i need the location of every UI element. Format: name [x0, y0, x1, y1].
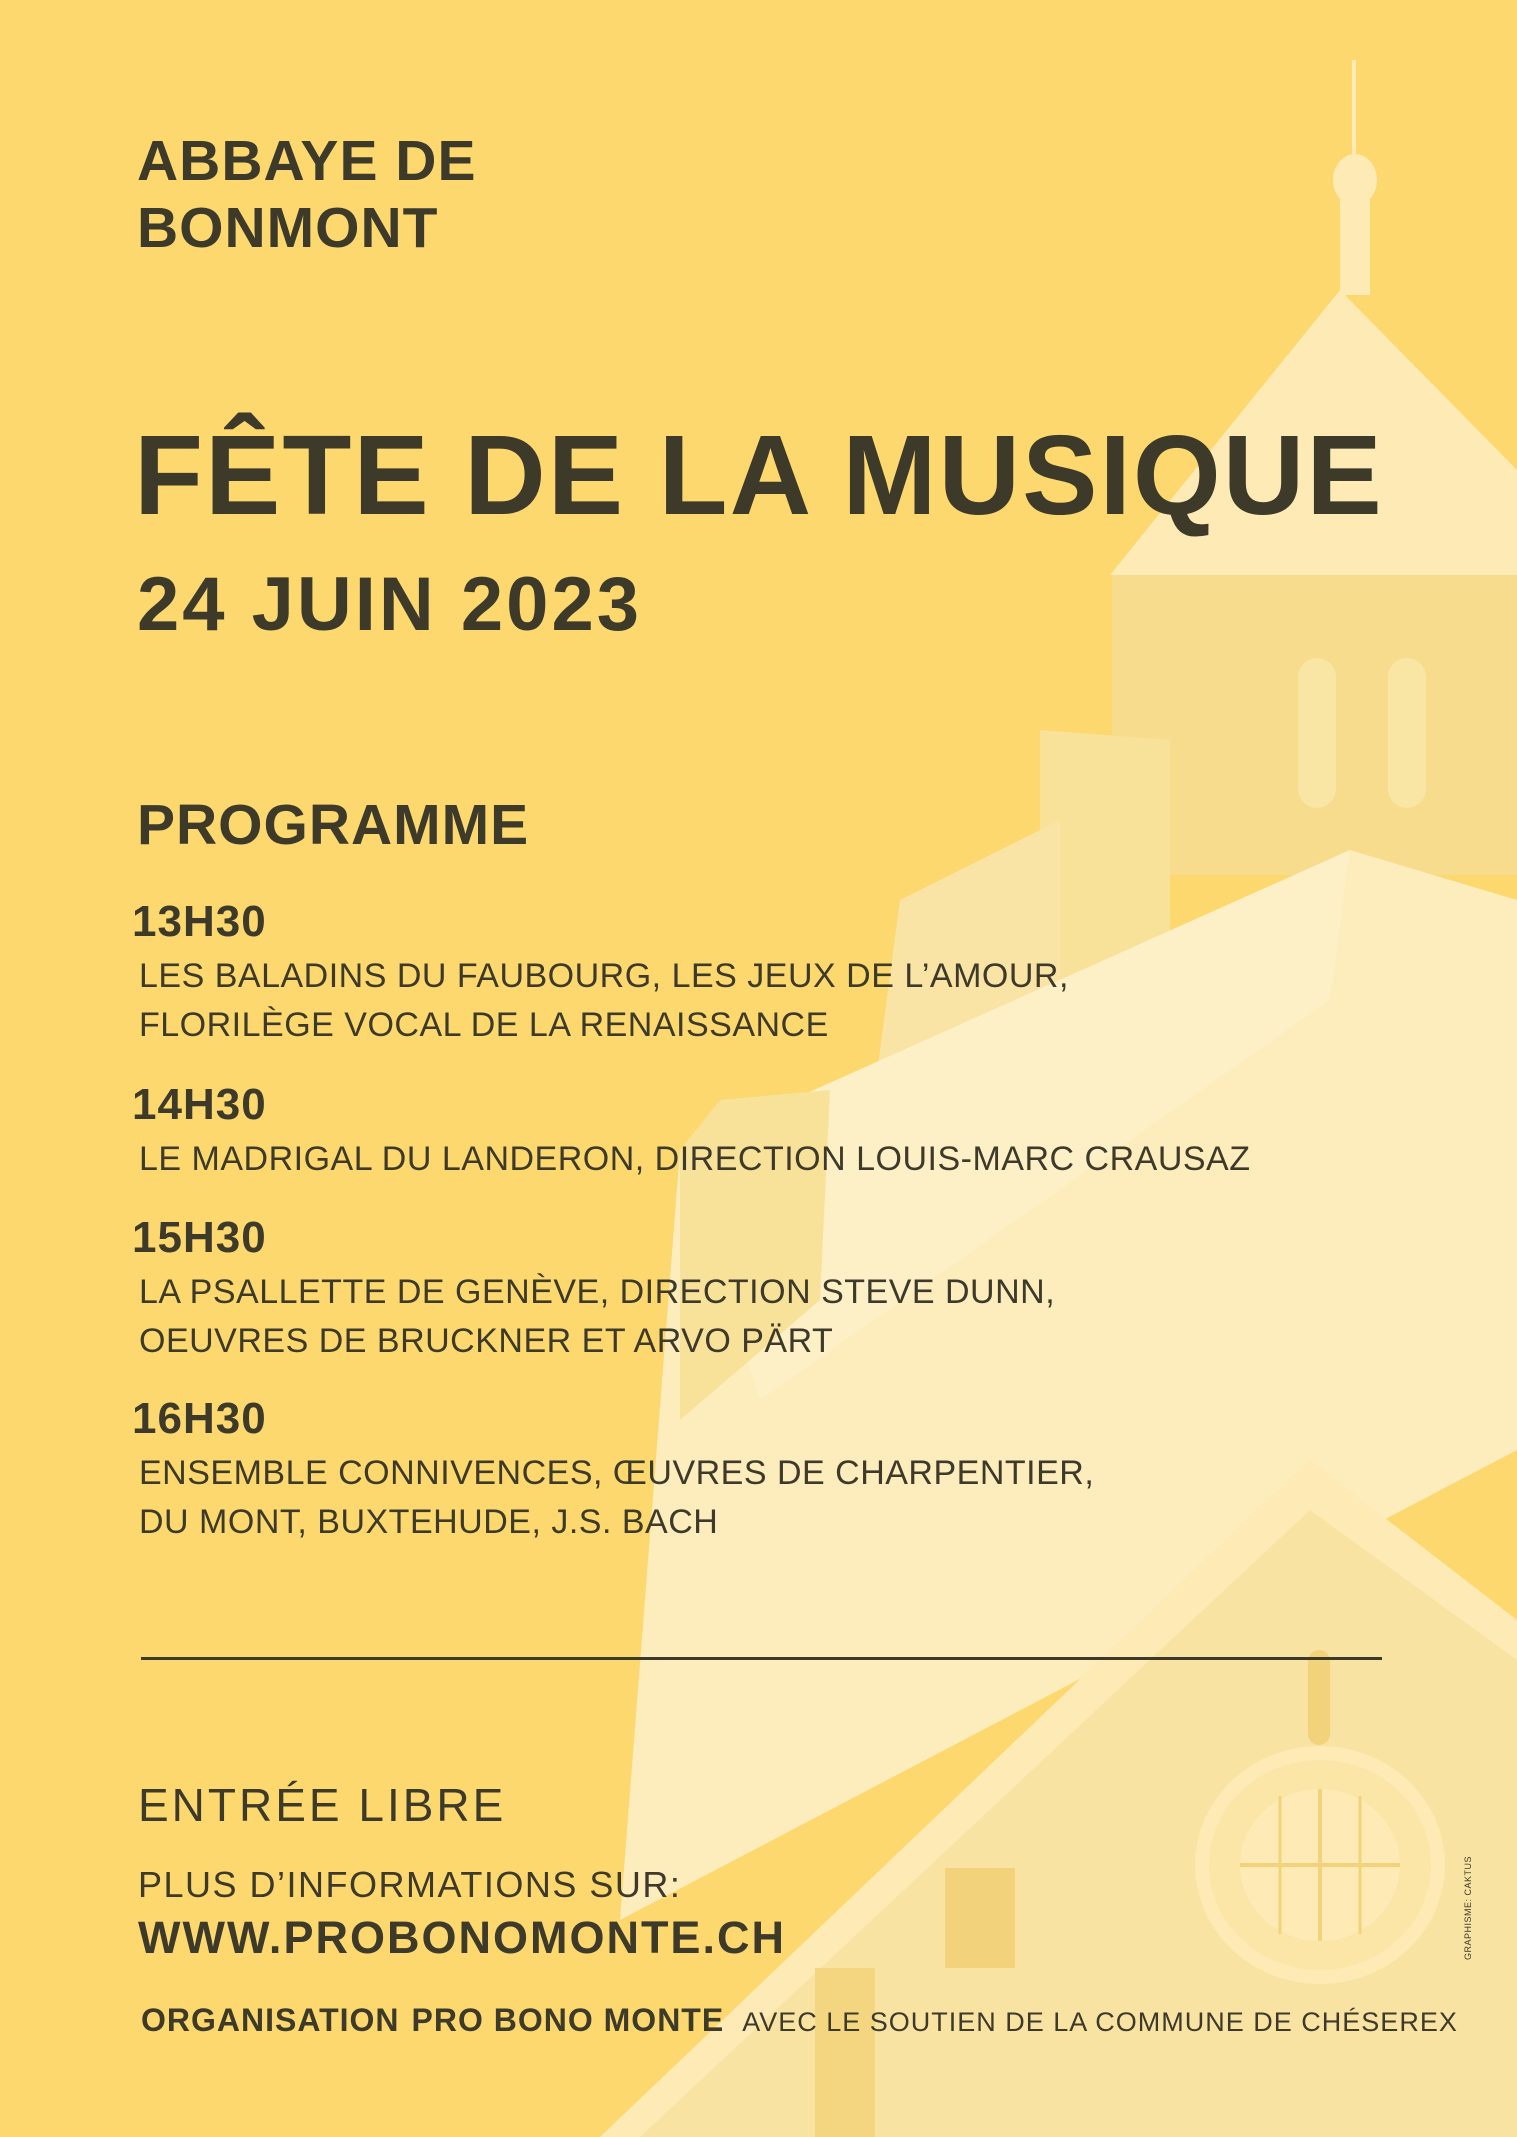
slot-line: ENSEMBLE CONNIVENCES, ŒUVRES DE CHARPENTIER,	[139, 1454, 1095, 1492]
programme-slot	[130, 1393, 1094, 1547]
programme-slot	[130, 896, 1069, 1050]
slot-line: FLORILÈGE VOCAL DE LA RENAISSANCE	[139, 1006, 829, 1044]
slot-description	[139, 1268, 1055, 1366]
slot-time: 15H30	[132, 1213, 267, 1262]
slot-description	[139, 952, 1069, 1050]
divider-line	[141, 1657, 1382, 1660]
organisation-label: ORGANISATION	[141, 2002, 400, 2038]
slot-line: LES BALADINS DU FAUBOURG, LES JEUX DE L’AMOUR,	[139, 957, 1069, 995]
slot-line: OEUVRES DE BRUCKNER ET ARVO PÄRT	[139, 1322, 834, 1360]
programme-heading: PROGRAMME	[137, 793, 530, 857]
venue-line-2: BONMONT	[137, 196, 439, 260]
slot-line: DU MONT, BUXTEHUDE, J.S. BACH	[139, 1503, 719, 1541]
footer	[141, 2000, 1458, 2047]
venue-name	[137, 128, 476, 262]
slot-line: LA PSALLETTE DE GENÈVE, DIRECTION STEVE DUNN,	[139, 1273, 1056, 1311]
slot-time: 14H30	[132, 1080, 267, 1129]
entry-notice: ENTRÉE LIBRE	[138, 1779, 507, 1831]
slot-description	[139, 1449, 1094, 1547]
programme-slot	[130, 1079, 1251, 1184]
info-label: PLUS D’INFORMATIONS SUR:	[138, 1864, 682, 1905]
support-notice: AVEC LE SOUTIEN DE LA COMMUNE DE CHÉSEREX	[742, 2007, 1458, 2037]
slot-time: 16H30	[132, 1394, 267, 1443]
event-date: 24 JUIN 2023	[137, 562, 642, 647]
slot-time: 13H30	[132, 897, 267, 946]
design-credit: GRAPHISME: CAKTUS	[1463, 1855, 1473, 1960]
website-link[interactable]: WWW.PROBONOMONTE.CH	[138, 1912, 786, 1963]
programme-slot	[130, 1212, 1055, 1366]
event-title: FÊTE DE LA MUSIQUE	[134, 412, 1384, 538]
slot-line: LE MADRIGAL DU LANDERON, DIRECTION LOUIS-MARC CRAUSAZ	[139, 1140, 1251, 1178]
organisation-name: PRO BONO MONTE	[411, 2002, 725, 2038]
slot-description	[139, 1135, 1251, 1184]
venue-line-1: ABBAYE DE	[137, 129, 477, 193]
